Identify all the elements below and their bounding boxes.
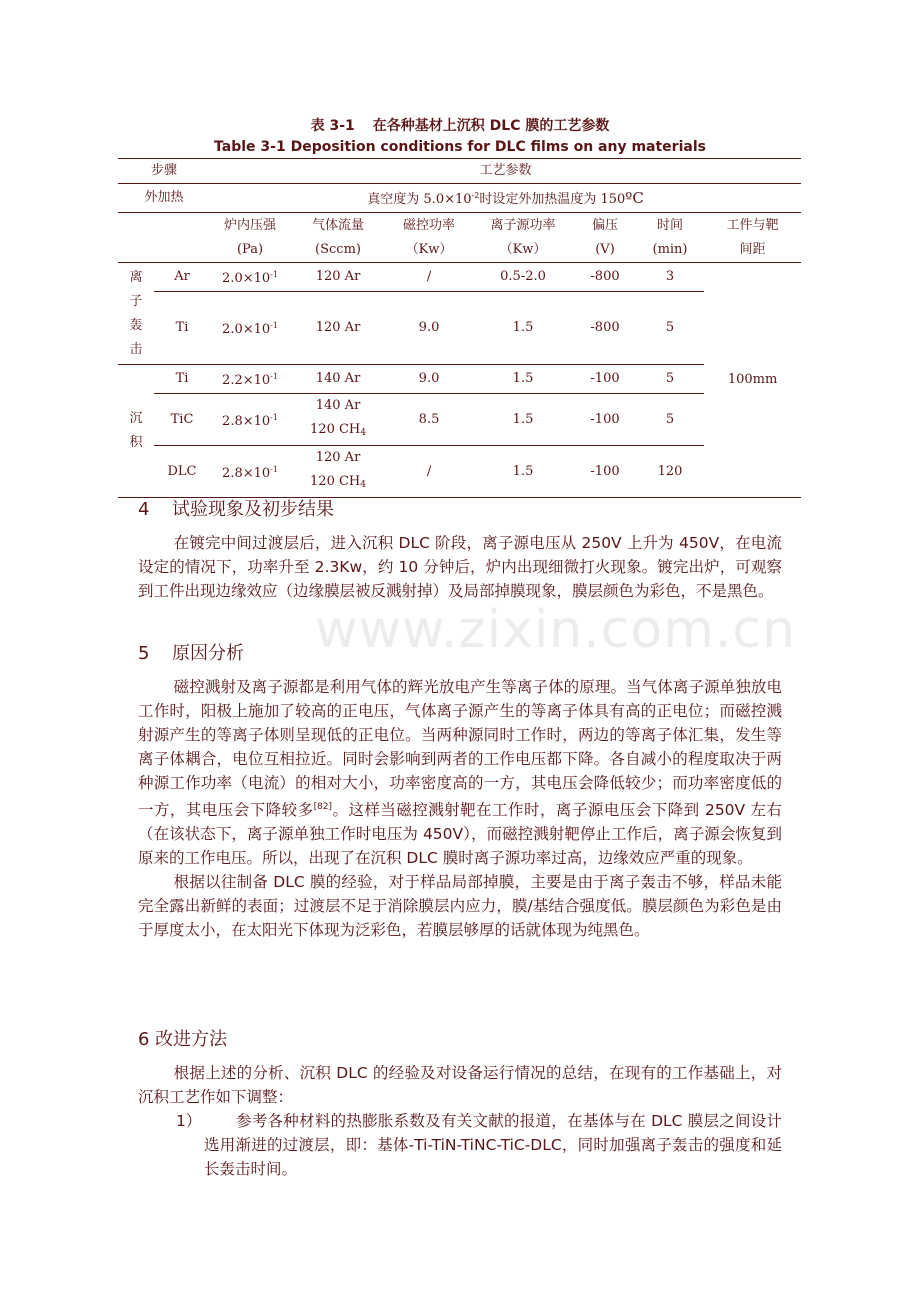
table-caption-cn: [0, 115, 920, 135]
table-caption-en: Table 3-1 Deposition conditions for DLC films on any materials: [214, 139, 706, 155]
step-header: 步骤: [118, 159, 210, 184]
section-4-heading: 4 试验现象及初步结果: [138, 499, 334, 520]
params-header: 工艺参数: [210, 159, 801, 184]
table-caption-title: 在各种基材上沉积 DLC 膜的工艺参数: [372, 118, 610, 134]
watermark: www.zixin.com.cn: [315, 600, 796, 660]
table-row-step: [118, 159, 801, 184]
group-ion-bombardment: 离 子 轰 击: [118, 263, 154, 365]
table-row: 离 子 轰 击 Ar $2.0\times 10^{-1}$ 120 Ar / 0.5-2.0 -800 3 100mm: [118, 263, 801, 292]
list-item-text: 参考各种材料的热膨胀系数及有关文献的报道，在基体与在 DLC 膜层之间设计选用渐进的过渡层，即：基体-Ti-TiN-TiNC-TiC-DLC，同时加强离子轰击的强度和延长轰击时间。: [204, 1112, 782, 1178]
table-row: TiC $2.8\times 10^{-1}$ 140 Ar 120 $CH_4$ 8.5 1.5 -100 5: [118, 394, 801, 446]
col-header-magnetron-power: 磁控功率 （Kw）: [386, 213, 472, 263]
col-header-ion-power: 离子源功率 （Kw）: [472, 213, 574, 263]
section-5-heading: 5 原因分析: [138, 643, 244, 664]
heat-description: 真空度为 $5.0\times 10^{-2}$时设定外加热温度为 150ºC: [210, 184, 801, 213]
parameter-table: [118, 158, 801, 498]
table-header-row: [118, 213, 801, 263]
table-row: Ti $2.0\times 10^{-1}$ 120 Ar 9.0 1.5 -800 5: [118, 292, 801, 365]
section-5-paragraph-2: 根据以往制备 DLC 膜的经验，对于样品局部掉膜，主要是由于离子轰击不够，样品未能完全露出新鲜的表面；过渡层不足于消除膜层内应力，膜/基结合强度低。膜层颜色为彩色是由于厚度太小，在太阳光下体现为泛彩色，若膜层够厚的话就体现为纯黑色。: [138, 873, 782, 939]
section-4-paragraph: 在镀完中间过渡层后，进入沉积 DLC 阶段，离子源电压从 250V 上升为 450V，在电流设定的情况下，功率升至 2.3Kw，约 10 分钟后，炉内出现细微打火现象。镀完出炉，可观察到工件出现边缘效应（边缘膜层被反溅射掉）及局部掉膜现象，膜层颜色为彩色，不是黑色。: [138, 534, 782, 600]
group-deposition: 沉 积: [118, 365, 154, 498]
distance-value: 100mm: [704, 263, 801, 498]
col-header-distance: 工件与靶 间距: [704, 213, 801, 263]
section-6-heading: 6 改进方法: [138, 1029, 228, 1050]
col-header-bias: 偏压 (V): [574, 213, 636, 263]
table-row: DLC $2.8\times 10^{-1}$ 120 Ar 120 $CH_4$ / 1.5 -100 120: [118, 446, 801, 498]
col-header-time: 时间 (min): [636, 213, 704, 263]
table-row: 沉 积 Ti $2.2\times 10^{-1}$ 140 Ar 9.0 1.5 -100 5: [118, 365, 801, 394]
section-6-paragraph: 根据上述的分析、沉积 DLC 的经验及对设备运行情况的总结，在现有的工作基础上，对沉积工艺作如下调整：: [138, 1064, 782, 1106]
list-marker: 1）: [176, 1112, 202, 1130]
col-header-pressure: 炉内压强 (Pa): [210, 213, 290, 263]
section-5-paragraph-1: 磁控溅射及离子源都是利用气体的辉光放电产生等离子体的原理。当气体离子源单独放电工作时，阳极上施加了较高的正电压，气体离子源产生的等离子体具有高的正电位；而磁控溅射源产生的等离子体则呈现低的正电位。当两种源同时工作时，两边的等离子体汇集，发生等离子体耦合，电位互相拉近。同时会影响到两者的工作电压都下降。各自减小的程度取决于两种源工作功率（电流）的相对大小，功率密度高的一方，其电压会降低较少；而功率密度低的一方，其电压会下降较多[82]。这样当磁控溅射靶在工作时，离子源电压会下降到 250V 左右（在该状态下，离子源单独工作时电压为 450V），而磁控溅射靶停止工作后，离子源会恢复到原来的工作电压。所以，出现了在沉积 DLC 膜时离子源功率过高，边缘效应严重的现象。: [138, 678, 782, 867]
heat-label: 外加热: [118, 184, 210, 213]
table-row-heat: [118, 184, 801, 213]
section-5-paragraphs: [138, 675, 782, 942]
col-header-gas-flow: 气体流量 (Sccm): [290, 213, 386, 263]
list-item: [176, 1109, 782, 1181]
citation-ref: [82]: [313, 802, 333, 812]
table-caption-label: 表 3-1: [310, 118, 355, 134]
